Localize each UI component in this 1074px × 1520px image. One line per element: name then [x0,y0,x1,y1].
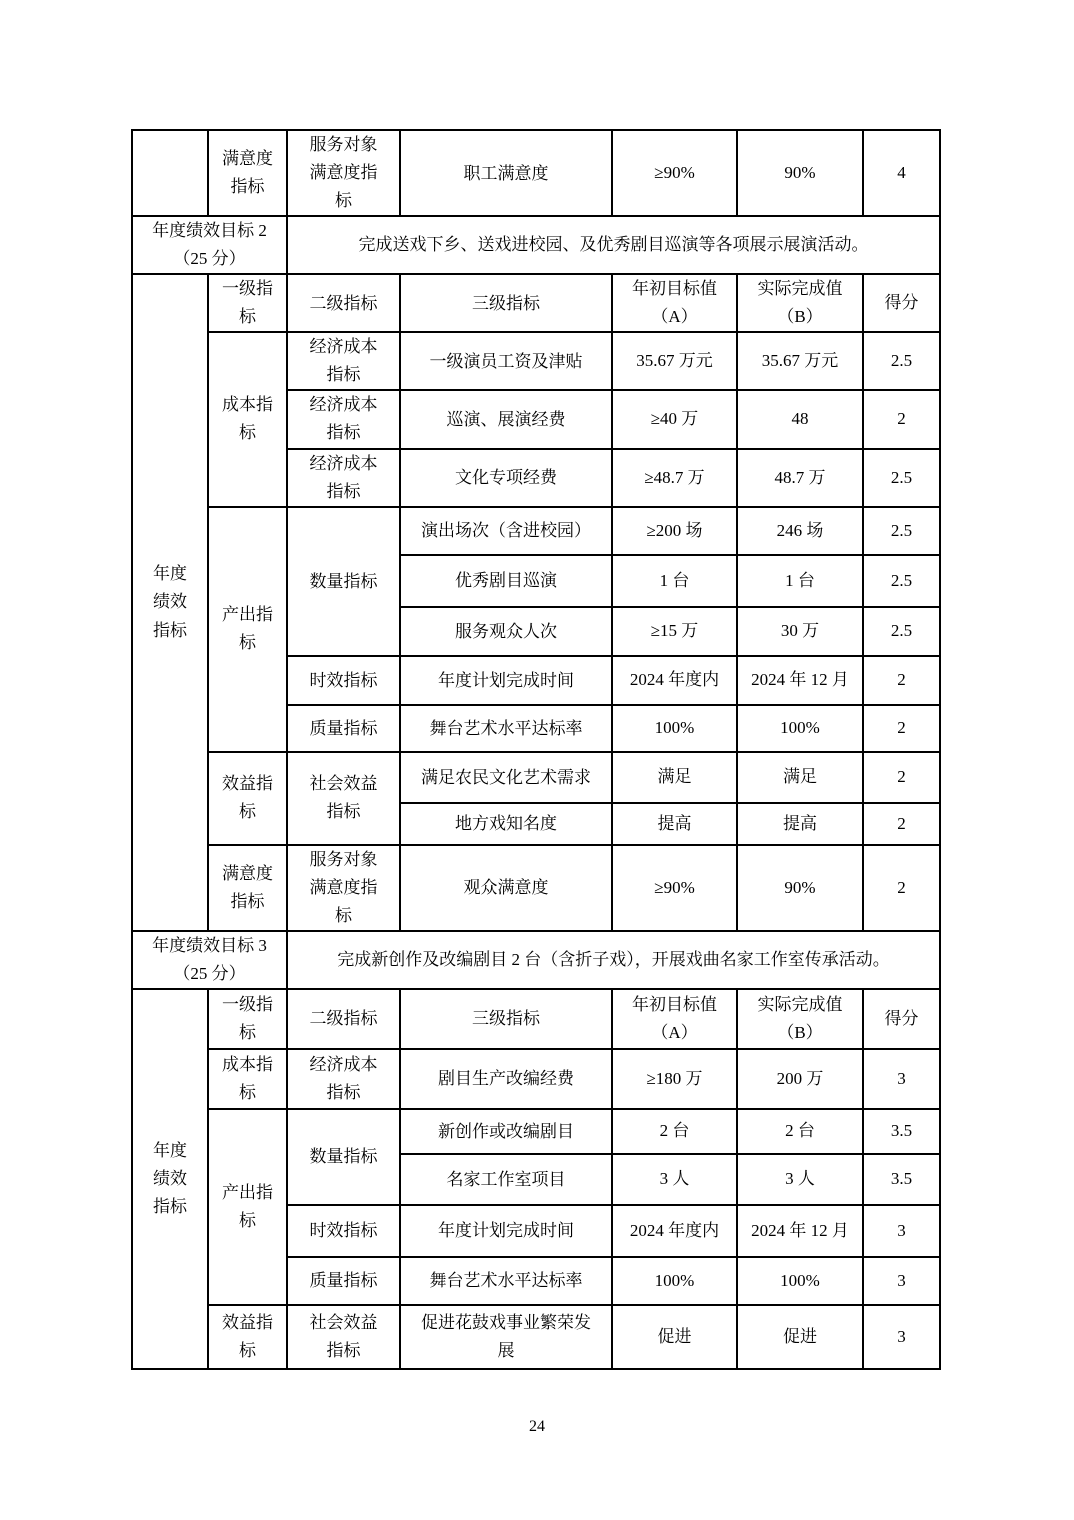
cell-level2: 服务对象满意度指标 [287,845,400,931]
section2-side-label [132,274,208,931]
cell-actual-value: 2024 年 12 月 [737,656,863,705]
header-target: 年初目标值 （A） [612,989,737,1049]
goal2-title-line1: 年度绩效目标 2 [152,221,267,241]
cell-target-value: 100% [612,1257,737,1305]
table-row-goal3-banner [132,931,940,989]
table-row [132,1305,940,1369]
cell-level2: 数量指标 [287,507,400,656]
cell-actual-value: 48.7 万 [737,449,863,507]
cell-level2: 时效指标 [287,1205,400,1257]
page-number: 24 [529,1418,545,1435]
cell-level3: 满足农民文化艺术需求 [400,752,612,803]
header-target: 年初目标值 （A） [612,274,737,332]
header-level3: 三级指标 [400,989,612,1049]
header-level3: 三级指标 [400,274,612,332]
cell-score: 3 [863,1049,940,1109]
cell-level2: 社会效益指标 [287,1305,400,1369]
cell-level2: 数量指标 [287,1109,400,1205]
header-score: 得分 [863,989,940,1049]
cell-target-value: ≥90% [612,130,737,216]
cell-score: 2 [863,803,940,845]
cell-empty [132,130,208,216]
cell-actual-value: 200 万 [737,1049,863,1109]
goal3-title-line1: 年度绩效目标 3 [152,935,267,955]
table-row-section2-header [132,274,940,332]
cell-score: 3.5 [863,1109,940,1154]
cell-target-value: 满足 [612,752,737,803]
goal2-banner-title [132,216,287,274]
level2-label: 服务对象满意度指标 [309,135,378,211]
cell-level3: 优秀剧目巡演 [400,555,612,607]
cell-level1: 满意度指标 [208,845,287,931]
header-score: 得分 [863,274,940,332]
level3-label: 职工满意度 [463,163,549,183]
cell-target-value: 提高 [612,803,737,845]
cell-target-value: 3 人 [612,1154,737,1205]
cell-level3: 舞台艺术水平达标率 [400,1257,612,1305]
cell-target-value: ≥180 万 [612,1049,737,1109]
cell-score: 4 [863,130,940,216]
cell-actual-value: 246 场 [737,507,863,555]
cell-level3: 一级演员工资及津贴 [400,332,612,390]
header-level1: 一级指标 [208,989,287,1049]
cell-level2: 质量指标 [287,1257,400,1305]
cell-actual-value: 提高 [737,803,863,845]
side-label-text: 年度绩效指标 [153,1140,187,1216]
table-row [132,1109,940,1154]
cell-level2: 经济成本指标 [287,390,400,448]
cell-target-value: 100% [612,705,737,752]
cell-target-value: ≥90% [612,845,737,931]
table-row [132,845,940,931]
table-row [132,332,940,390]
cell-level3 [400,130,612,216]
cell-actual-value: 2 台 [737,1109,863,1154]
cell-actual-value: 满足 [737,752,863,803]
cell-level2: 质量指标 [287,705,400,752]
cell-target-value: ≥15 万 [612,607,737,656]
cell-score: 2.5 [863,607,940,656]
cell-level2: 经济成本指标 [287,449,400,507]
cell-level2: 经济成本指标 [287,332,400,390]
cell-score: 2 [863,656,940,705]
cell-score: 3.5 [863,1154,940,1205]
cell-actual-value: 100% [737,1257,863,1305]
cell-target-value: 2024 年度内 [612,656,737,705]
cell-level3: 服务观众人次 [400,607,612,656]
cell-score: 3 [863,1205,940,1257]
table-row-carryover [132,130,940,216]
cell-level1: 产出指标 [208,507,287,752]
cell-score: 2 [863,390,940,448]
header-level2: 二级指标 [287,989,400,1049]
cell-level3: 年度计划完成时间 [400,656,612,705]
cell-level1: 效益指标 [208,752,287,845]
performance-indicator-table [131,129,941,1370]
cell-level3: 促进花鼓戏事业繁荣发展 [400,1305,612,1369]
header-actual: 实际完成值 （B） [737,274,863,332]
table-row [132,752,940,803]
side-label-text: 年度绩效指标 [153,564,187,640]
table-row-section3-header [132,989,940,1049]
cell-level3: 观众满意度 [400,845,612,931]
cell-actual-value: 90% [737,130,863,216]
cell-score: 3 [863,1305,940,1369]
cell-level1: 成本指标 [208,1049,287,1109]
cell-level1 [208,130,287,216]
section3-side-label [132,989,208,1369]
goal3-banner-description: 完成新创作及改编剧目 2 台（含折子戏），开展戏曲名家工作室传承活动。 [287,931,940,989]
cell-actual-value: 1 台 [737,555,863,607]
cell-level3: 新创作或改编剧目 [400,1109,612,1154]
cell-score: 3 [863,1257,940,1305]
cell-level1: 效益指标 [208,1305,287,1369]
cell-level2: 时效指标 [287,656,400,705]
cell-level1: 产出指标 [208,1109,287,1305]
table-row [132,1049,940,1109]
cell-score: 2.5 [863,507,940,555]
goal3-banner-title [132,931,287,989]
header-level2: 二级指标 [287,274,400,332]
cell-level2 [287,130,400,216]
cell-score: 2.5 [863,332,940,390]
goal2-banner-description: 完成送戏下乡、送戏进校园、及优秀剧目巡演等各项展示展演活动。 [287,216,940,274]
table-row-goal2-banner [132,216,940,274]
cell-target-value: 1 台 [612,555,737,607]
cell-score: 2 [863,845,940,931]
level1-label: 满意度指标 [222,149,273,197]
cell-level3: 地方戏知名度 [400,803,612,845]
table-row [132,507,940,555]
cell-level3: 剧目生产改编经费 [400,1049,612,1109]
cell-level2: 经济成本指标 [287,1049,400,1109]
cell-actual-value: 48 [737,390,863,448]
cell-actual-value: 促进 [737,1305,863,1369]
cell-level3: 文化专项经费 [400,449,612,507]
cell-actual-value: 3 人 [737,1154,863,1205]
cell-level3: 巡演、展演经费 [400,390,612,448]
cell-actual-value: 2024 年 12 月 [737,1205,863,1257]
header-actual: 实际完成值 （B） [737,989,863,1049]
goal2-title-line2: （25 分） [173,249,246,269]
cell-target-value: ≥40 万 [612,390,737,448]
cell-score: 2.5 [863,555,940,607]
cell-actual-value: 90% [737,845,863,931]
cell-actual-value: 35.67 万元 [737,332,863,390]
cell-score: 2 [863,705,940,752]
cell-level3: 舞台艺术水平达标率 [400,705,612,752]
cell-target-value: 2 台 [612,1109,737,1154]
cell-target-value: 2024 年度内 [612,1205,737,1257]
cell-target-value: ≥200 场 [612,507,737,555]
cell-level3: 演出场次（含进校园） [400,507,612,555]
cell-score: 2 [863,752,940,803]
header-level1: 一级指标 [208,274,287,332]
cell-score: 2.5 [863,449,940,507]
goal3-title-line2: （25 分） [173,963,246,983]
cell-level3: 名家工作室项目 [400,1154,612,1205]
cell-target-value: 促进 [612,1305,737,1369]
cell-actual-value: 100% [737,705,863,752]
cell-actual-value: 30 万 [737,607,863,656]
cell-level1: 成本指标 [208,332,287,506]
cell-level2: 社会效益指标 [287,752,400,845]
cell-target-value: 35.67 万元 [612,332,737,390]
cell-level3: 年度计划完成时间 [400,1205,612,1257]
cell-target-value: ≥48.7 万 [612,449,737,507]
